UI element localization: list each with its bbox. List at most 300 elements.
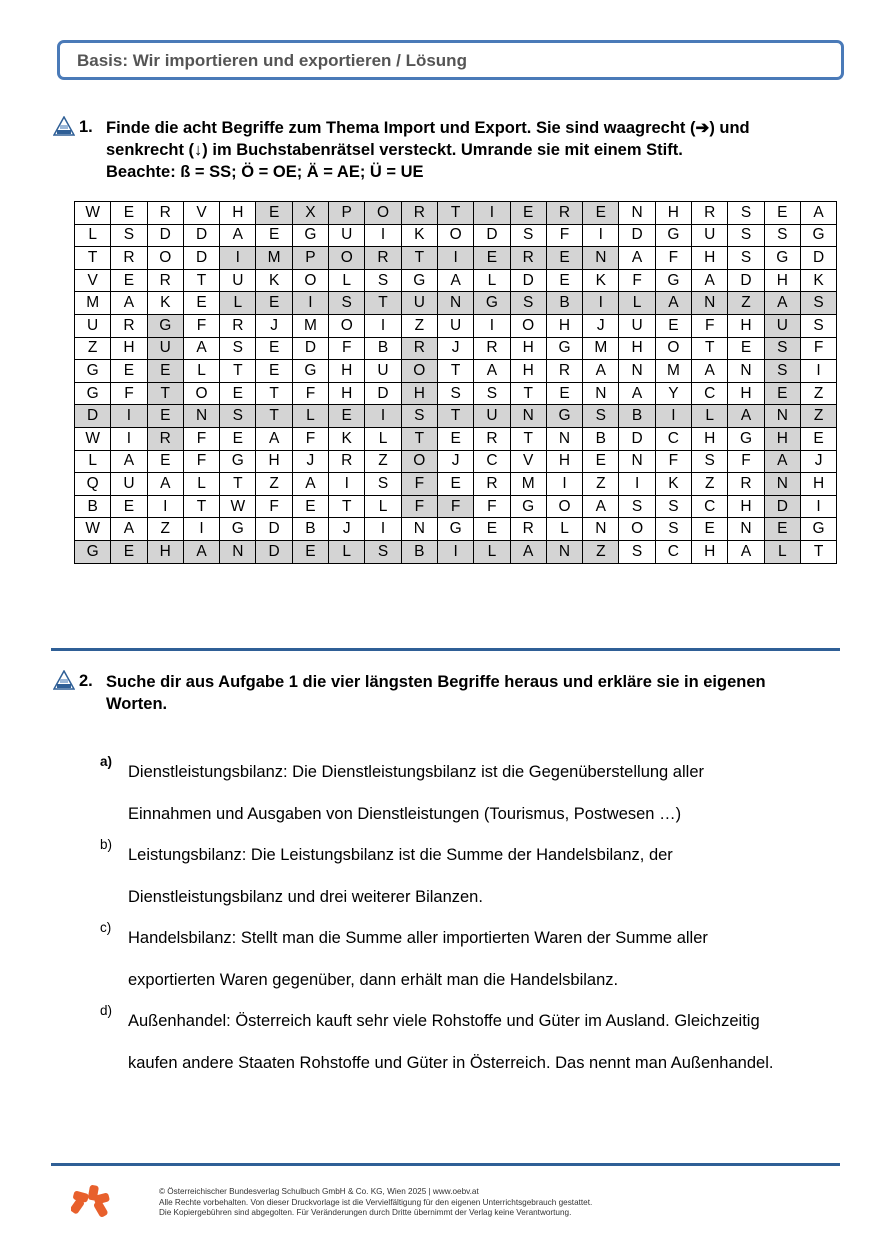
grid-cell: F: [728, 450, 764, 473]
answer-line: Handelsbilanz: Stellt man die Summe aller importierten Waren der Summe aller: [128, 929, 708, 947]
grid-cell: E: [220, 382, 256, 405]
grid-cell: L: [365, 427, 401, 450]
task2-number: 2.: [79, 672, 93, 690]
grid-cell: U: [474, 405, 510, 428]
grid-cell: S: [800, 292, 836, 315]
grid-cell: J: [583, 314, 619, 337]
grid-cell: S: [401, 405, 437, 428]
grid-cell: A: [619, 382, 655, 405]
grid-cell: G: [764, 247, 800, 270]
grid-cell: D: [728, 269, 764, 292]
grid-cell: A: [111, 518, 147, 541]
grid-cell: G: [655, 269, 691, 292]
task1-instructions: [106, 117, 750, 183]
grid-cell: K: [256, 269, 292, 292]
grid-cell: S: [220, 405, 256, 428]
grid-cell: D: [256, 540, 292, 563]
grid-cell: N: [546, 427, 582, 450]
grid-cell: H: [728, 382, 764, 405]
grid-cell: E: [546, 247, 582, 270]
grid-cell: G: [510, 495, 546, 518]
task1-number: 1.: [79, 118, 93, 136]
grid-cell: T: [437, 202, 473, 225]
grid-cell: J: [329, 518, 365, 541]
grid-cell: H: [692, 540, 728, 563]
grid-cell: N: [583, 518, 619, 541]
grid-cell: T: [800, 540, 836, 563]
grid-cell: L: [292, 405, 328, 428]
grid-cell: I: [474, 202, 510, 225]
grid-cell: R: [365, 247, 401, 270]
grid-cell: I: [546, 473, 582, 496]
grid-row: [75, 427, 837, 450]
grid-cell: N: [183, 405, 219, 428]
grid-cell: S: [510, 224, 546, 247]
grid-cell: B: [583, 427, 619, 450]
grid-cell: L: [329, 540, 365, 563]
grid-cell: C: [474, 450, 510, 473]
grid-cell: L: [474, 269, 510, 292]
grid-cell: D: [147, 224, 183, 247]
footer-line: Alle Rechte vorbehalten. Von dieser Druckvorlage ist die Vervielfältigung für den eigenen Unterrichtsgebrauch gestattet.: [159, 1197, 593, 1207]
grid-cell: E: [256, 224, 292, 247]
grid-cell: E: [147, 360, 183, 383]
grid-cell: F: [401, 495, 437, 518]
answer-line: exportierten Waren gegenüber, dann erhält man die Handelsbilanz.: [128, 970, 619, 989]
grid-cell: U: [365, 360, 401, 383]
grid-cell: Z: [365, 450, 401, 473]
grid-cell: G: [655, 224, 691, 247]
grid-cell: I: [655, 405, 691, 428]
grid-cell: H: [764, 269, 800, 292]
grid-row: [75, 405, 837, 428]
grid-cell: L: [546, 518, 582, 541]
grid-row: [75, 269, 837, 292]
grid-cell: G: [292, 360, 328, 383]
grid-cell: S: [800, 314, 836, 337]
grid-cell: E: [256, 202, 292, 225]
answer-line: Einnahmen und Ausgaben von Dienstleistungen (Tourismus, Postwesen …): [128, 804, 682, 823]
grid-cell: D: [510, 269, 546, 292]
grid-cell: G: [800, 224, 836, 247]
grid-cell: U: [619, 314, 655, 337]
grid-cell: D: [365, 382, 401, 405]
grid-cell: K: [655, 473, 691, 496]
grid-cell: B: [365, 337, 401, 360]
grid-cell: E: [546, 382, 582, 405]
grid-cell: E: [728, 337, 764, 360]
grid-cell: L: [474, 540, 510, 563]
grid-cell: W: [75, 427, 111, 450]
grid-cell: R: [546, 202, 582, 225]
grid-cell: W: [75, 202, 111, 225]
grid-cell: E: [764, 202, 800, 225]
grid-cell: B: [546, 292, 582, 315]
grid-cell: T: [437, 360, 473, 383]
grid-cell: H: [329, 382, 365, 405]
grid-cell: S: [437, 382, 473, 405]
grid-row: [75, 450, 837, 473]
grid-cell: S: [728, 224, 764, 247]
grid-row: [75, 473, 837, 496]
grid-cell: G: [75, 540, 111, 563]
answer-line: Außenhandel: Österreich kauft sehr viele Rohstoffe und Güter im Ausland. Gleichzeitig: [128, 1012, 760, 1030]
grid-cell: N: [728, 518, 764, 541]
grid-cell: R: [329, 450, 365, 473]
grid-cell: S: [365, 269, 401, 292]
grid-cell: H: [401, 382, 437, 405]
grid-cell: L: [75, 224, 111, 247]
answer-label: c): [100, 920, 112, 935]
grid-cell: R: [401, 202, 437, 225]
grid-cell: F: [692, 314, 728, 337]
grid-cell: F: [292, 382, 328, 405]
grid-cell: E: [583, 202, 619, 225]
grid-cell: A: [111, 450, 147, 473]
grid-cell: F: [800, 337, 836, 360]
grid-cell: N: [619, 450, 655, 473]
grid-cell: E: [292, 540, 328, 563]
grid-cell: K: [147, 292, 183, 315]
grid-cell: M: [655, 360, 691, 383]
grid-cell: C: [655, 540, 691, 563]
grid-cell: C: [692, 495, 728, 518]
grid-cell: G: [546, 405, 582, 428]
grid-cell: E: [147, 405, 183, 428]
grid-cell: G: [800, 518, 836, 541]
grid-row: [75, 337, 837, 360]
grid-cell: H: [546, 314, 582, 337]
grid-cell: N: [764, 473, 800, 496]
section-divider: [51, 648, 840, 651]
grid-cell: A: [437, 269, 473, 292]
grid-cell: E: [147, 450, 183, 473]
grid-cell: E: [292, 495, 328, 518]
grid-cell: G: [546, 337, 582, 360]
grid-cell: B: [292, 518, 328, 541]
grid-cell: A: [583, 495, 619, 518]
grid-cell: U: [220, 269, 256, 292]
grid-cell: H: [728, 495, 764, 518]
grid-cell: I: [365, 405, 401, 428]
grid-cell: A: [655, 292, 691, 315]
grid-cell: D: [75, 405, 111, 428]
grid-cell: T: [183, 269, 219, 292]
grid-cell: A: [619, 247, 655, 270]
grid-cell: I: [111, 405, 147, 428]
grid-cell: S: [692, 450, 728, 473]
grid-cell: A: [728, 540, 764, 563]
grid-cell: H: [546, 450, 582, 473]
grid-cell: E: [111, 495, 147, 518]
grid-cell: M: [75, 292, 111, 315]
grid-cell: E: [764, 518, 800, 541]
grid-cell: H: [800, 473, 836, 496]
grid-cell: D: [256, 518, 292, 541]
grid-cell: L: [75, 450, 111, 473]
grid-cell: E: [437, 427, 473, 450]
grid-cell: S: [764, 224, 800, 247]
grid-cell: U: [401, 292, 437, 315]
grid-cell: O: [329, 247, 365, 270]
answer-item: [100, 1001, 860, 1084]
grid-cell: U: [75, 314, 111, 337]
grid-cell: E: [111, 540, 147, 563]
answer-text: [128, 918, 868, 1001]
grid-cell: I: [437, 540, 473, 563]
grid-cell: H: [692, 247, 728, 270]
grid-cell: G: [75, 360, 111, 383]
grid-cell: D: [619, 427, 655, 450]
grid-cell: O: [619, 518, 655, 541]
grid-cell: S: [728, 247, 764, 270]
grid-cell: H: [655, 202, 691, 225]
publisher-logo-icon: [71, 1184, 111, 1222]
grid-cell: U: [692, 224, 728, 247]
grid-cell: G: [220, 450, 256, 473]
grid-cell: I: [619, 473, 655, 496]
grid-cell: D: [292, 337, 328, 360]
answer-item: [100, 918, 860, 1001]
grid-cell: E: [111, 202, 147, 225]
grid-cell: R: [474, 337, 510, 360]
grid-cell: N: [220, 540, 256, 563]
footer-copyright: [159, 1187, 592, 1219]
answer-text: [128, 752, 868, 835]
grid-cell: Z: [256, 473, 292, 496]
grid-cell: N: [583, 247, 619, 270]
grid-cell: F: [401, 473, 437, 496]
grid-row: [75, 540, 837, 563]
grid-cell: K: [329, 427, 365, 450]
grid-cell: E: [183, 292, 219, 315]
grid-cell: D: [183, 247, 219, 270]
grid-cell: N: [546, 540, 582, 563]
grid-cell: T: [437, 405, 473, 428]
grid-cell: X: [292, 202, 328, 225]
grid-cell: I: [220, 247, 256, 270]
grid-cell: H: [764, 427, 800, 450]
grid-cell: T: [510, 427, 546, 450]
grid-cell: R: [474, 427, 510, 450]
footer-line: Die Kopiergebühren sind abgegolten. Für Veränderungen durch Dritte übernimmt der Verlag keine Verantwortung.: [159, 1208, 572, 1217]
grid-cell: H: [510, 360, 546, 383]
answer-label: a): [100, 754, 113, 769]
grid-cell: O: [147, 247, 183, 270]
grid-cell: O: [510, 314, 546, 337]
answer-text: [128, 835, 868, 918]
grid-cell: T: [183, 495, 219, 518]
grid-cell: A: [764, 450, 800, 473]
answer-line: Dienstleistungsbilanz: Die Dienstleistungsbilanz ist die Gegenüberstellung aller: [128, 763, 704, 781]
grid-cell: L: [329, 269, 365, 292]
grid-cell: S: [655, 495, 691, 518]
header-box: [57, 40, 844, 80]
grid-cell: B: [619, 405, 655, 428]
grid-cell: Z: [800, 382, 836, 405]
grid-cell: H: [220, 202, 256, 225]
grid-cell: M: [583, 337, 619, 360]
grid-cell: O: [292, 269, 328, 292]
page-title: Basis: Wir importieren und exportieren / Lösung: [77, 51, 467, 70]
grid-cell: O: [655, 337, 691, 360]
grid-cell: I: [583, 224, 619, 247]
grid-cell: T: [510, 382, 546, 405]
grid-cell: L: [183, 473, 219, 496]
grid-cell: G: [437, 518, 473, 541]
grid-cell: S: [764, 360, 800, 383]
grid-cell: O: [437, 224, 473, 247]
grid-row: [75, 224, 837, 247]
grid-cell: I: [583, 292, 619, 315]
grid-cell: F: [474, 495, 510, 518]
answer-item: [100, 752, 860, 835]
grid-cell: R: [728, 473, 764, 496]
grid-cell: H: [692, 427, 728, 450]
level-triangle-icon: [53, 670, 75, 690]
grid-cell: L: [365, 495, 401, 518]
grid-cell: Z: [692, 473, 728, 496]
answer-item: [100, 835, 860, 918]
grid-cell: E: [437, 473, 473, 496]
grid-cell: E: [800, 427, 836, 450]
grid-cell: I: [474, 314, 510, 337]
grid-cell: F: [183, 450, 219, 473]
grid-cell: G: [728, 427, 764, 450]
grid-cell: E: [655, 314, 691, 337]
grid-cell: I: [292, 292, 328, 315]
grid-cell: N: [619, 202, 655, 225]
grid-cell: S: [728, 202, 764, 225]
grid-cell: E: [692, 518, 728, 541]
grid-cell: F: [111, 382, 147, 405]
grid-cell: K: [800, 269, 836, 292]
grid-cell: A: [510, 540, 546, 563]
grid-cell: R: [401, 337, 437, 360]
grid-cell: S: [583, 405, 619, 428]
grid-cell: R: [147, 269, 183, 292]
grid-cell: K: [583, 269, 619, 292]
grid-cell: O: [546, 495, 582, 518]
grid-cell: I: [365, 518, 401, 541]
grid-row: [75, 518, 837, 541]
grid-cell: N: [619, 360, 655, 383]
grid-cell: I: [365, 224, 401, 247]
grid-cell: L: [619, 292, 655, 315]
grid-cell: F: [619, 269, 655, 292]
grid-cell: R: [147, 202, 183, 225]
grid-cell: L: [692, 405, 728, 428]
grid-cell: A: [692, 269, 728, 292]
task2-line: Worten.: [106, 695, 168, 713]
grid-cell: O: [401, 450, 437, 473]
grid-cell: D: [183, 224, 219, 247]
grid-cell: V: [183, 202, 219, 225]
grid-cell: A: [256, 427, 292, 450]
level-triangle-icon: [53, 116, 75, 136]
grid-cell: V: [75, 269, 111, 292]
answer-text: [128, 1001, 868, 1084]
answer-label: b): [100, 837, 113, 852]
task1-line: Beachte: ß = SS; Ö = OE; Ä = AE; Ü = UE: [106, 163, 424, 181]
grid-cell: T: [220, 360, 256, 383]
grid-cell: I: [437, 247, 473, 270]
grid-cell: D: [800, 247, 836, 270]
grid-cell: Z: [800, 405, 836, 428]
footer-divider: [51, 1163, 840, 1166]
grid-cell: B: [401, 540, 437, 563]
grid-cell: L: [220, 292, 256, 315]
grid-row: [75, 202, 837, 225]
grid-cell: H: [619, 337, 655, 360]
grid-cell: F: [329, 337, 365, 360]
grid-cell: A: [583, 360, 619, 383]
answers-list: [100, 752, 860, 1084]
grid-cell: W: [75, 518, 111, 541]
task1-line: Finde die acht Begriffe zum Thema Import und Export. Sie sind waagrecht (➔) und: [106, 119, 750, 137]
grid-cell: H: [510, 337, 546, 360]
grid-cell: G: [147, 314, 183, 337]
grid-cell: A: [220, 224, 256, 247]
grid-cell: G: [401, 269, 437, 292]
grid-cell: I: [183, 518, 219, 541]
grid-cell: R: [111, 314, 147, 337]
grid-row: [75, 314, 837, 337]
grid-cell: J: [292, 450, 328, 473]
grid-cell: O: [401, 360, 437, 383]
grid-cell: S: [655, 518, 691, 541]
grid-cell: F: [655, 450, 691, 473]
grid-cell: N: [510, 405, 546, 428]
grid-cell: W: [220, 495, 256, 518]
grid-cell: M: [256, 247, 292, 270]
task2-instructions: [106, 671, 766, 715]
grid-cell: S: [365, 540, 401, 563]
grid-cell: B: [75, 495, 111, 518]
grid-cell: N: [764, 405, 800, 428]
grid-cell: E: [111, 360, 147, 383]
grid-cell: T: [75, 247, 111, 270]
grid-cell: F: [546, 224, 582, 247]
grid-cell: S: [220, 337, 256, 360]
grid-cell: S: [365, 473, 401, 496]
grid-cell: F: [292, 427, 328, 450]
grid-cell: G: [75, 382, 111, 405]
grid-cell: E: [583, 450, 619, 473]
grid-cell: T: [329, 495, 365, 518]
grid-cell: T: [365, 292, 401, 315]
grid-cell: A: [692, 360, 728, 383]
grid-cell: T: [401, 247, 437, 270]
task1-line: senkrecht (↓) im Buchstabenrätsel versteckt. Umrande sie mit einem Stift.: [106, 141, 683, 159]
grid-cell: R: [692, 202, 728, 225]
grid-cell: O: [183, 382, 219, 405]
grid-cell: L: [183, 360, 219, 383]
grid-cell: C: [692, 382, 728, 405]
grid-cell: E: [111, 269, 147, 292]
grid-cell: F: [655, 247, 691, 270]
grid-cell: A: [183, 337, 219, 360]
grid-row: [75, 382, 837, 405]
grid-cell: U: [437, 314, 473, 337]
grid-cell: E: [764, 382, 800, 405]
grid-cell: F: [256, 495, 292, 518]
grid-row: [75, 247, 837, 270]
grid-cell: H: [147, 540, 183, 563]
grid-cell: J: [437, 450, 473, 473]
grid-cell: I: [800, 360, 836, 383]
grid-cell: I: [147, 495, 183, 518]
